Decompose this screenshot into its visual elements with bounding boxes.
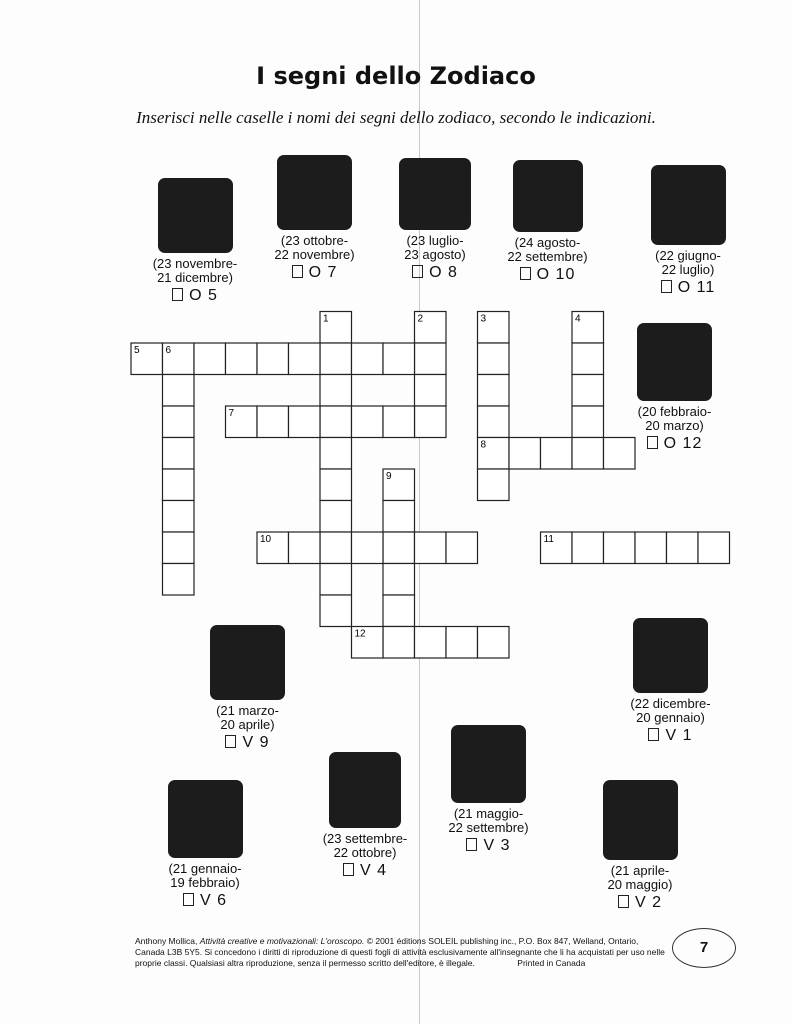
footer-book-title: Attività creative e motivazionali: L'oroscopo.: [199, 936, 365, 946]
crossword-cell[interactable]: [415, 532, 447, 564]
crossword-cell[interactable]: [289, 343, 321, 375]
sign-date-start: (21 marzo-: [216, 703, 279, 718]
crossword-cell[interactable]: [415, 627, 447, 659]
clue-number: 11: [543, 534, 554, 545]
crossword-cell[interactable]: [478, 375, 510, 407]
footer-credits: [135, 936, 670, 969]
crossword-cell[interactable]: [383, 406, 415, 438]
clue-number: 1: [323, 313, 329, 325]
page-title: I segni dello Zodiaco: [256, 62, 536, 90]
crossword-cell[interactable]: [415, 375, 447, 407]
crossword-cell[interactable]: [163, 564, 195, 596]
instructions: Inserisci nelle caselle i nomi dei segni dello zodiaco, secondo le indicazioni.: [136, 108, 656, 127]
sign-date-start: (21 aprile-: [610, 863, 670, 878]
sign-date-start: (23 luglio-: [406, 233, 464, 248]
crossword-cell[interactable]: [289, 406, 321, 438]
crossword-cell[interactable]: [572, 438, 604, 470]
crossword-cell[interactable]: [383, 627, 415, 659]
clue-reference: V 4: [359, 862, 387, 879]
crossword-cell[interactable]: [478, 627, 510, 659]
crossword-cell[interactable]: [415, 343, 447, 375]
sign-date-start: (22 giugno-: [655, 248, 721, 263]
clue-reference: O 7: [308, 264, 338, 281]
clue-number: 8: [480, 439, 487, 451]
clue-reference: V 1: [665, 727, 693, 744]
clue-number: 10: [260, 534, 272, 545]
crossword-cell[interactable]: [352, 406, 384, 438]
sign-date-end: 22 ottobre): [333, 845, 397, 860]
crossword-cell[interactable]: [383, 564, 415, 596]
sign-date-start: (24 agosto-: [514, 235, 581, 250]
crossword-cell[interactable]: [320, 406, 352, 438]
clue-number: 12: [354, 628, 366, 640]
crossword-cell[interactable]: [163, 501, 195, 533]
crossword-cell[interactable]: [383, 595, 415, 627]
sign-date-start: (21 gennaio-: [168, 861, 242, 876]
crossword-cell[interactable]: [383, 343, 415, 375]
crossword-cell[interactable]: [509, 438, 541, 470]
sign-date-end: 23 agosto): [404, 247, 466, 262]
crossword-cell[interactable]: [415, 406, 447, 438]
crossword-cell[interactable]: [352, 343, 384, 375]
crossword-cell[interactable]: [698, 532, 730, 564]
clue-reference: V 3: [483, 837, 511, 854]
crossword-cell[interactable]: [541, 438, 573, 470]
sign-date-start: (20 febbraio-: [637, 404, 712, 419]
crossword-cell[interactable]: [320, 469, 352, 501]
clue-number: 7: [228, 408, 235, 419]
clue-reference: V 2: [634, 894, 662, 911]
clue-reference: O 12: [663, 435, 703, 452]
crossword-cell[interactable]: [320, 438, 352, 470]
footer-author: Anthony Mollica,: [135, 936, 200, 946]
crossword-cell[interactable]: [320, 375, 352, 407]
sign-date-start: (21 maggio-: [453, 806, 524, 821]
sign-date-end: 20 aprile): [220, 717, 275, 732]
crossword-cell[interactable]: [446, 627, 478, 659]
crossword-cell[interactable]: [320, 595, 352, 627]
sign-date-end: 22 luglio): [661, 262, 715, 277]
crossword-cell[interactable]: [163, 469, 195, 501]
sign-date-start: (23 novembre-: [152, 256, 238, 271]
clue-number: 3: [480, 313, 487, 325]
sign-date-end: 19 febbraio): [170, 875, 240, 890]
page-number: 7: [672, 928, 736, 968]
crossword-cell[interactable]: [572, 343, 604, 375]
clue-reference: O 11: [677, 279, 716, 296]
crossword-cell[interactable]: [446, 532, 478, 564]
crossword-cell[interactable]: [320, 532, 352, 564]
clue-reference: O 10: [536, 266, 576, 283]
clue-number: 4: [575, 313, 581, 325]
crossword-cell[interactable]: [163, 406, 195, 438]
sign-date-end: 20 gennaio): [636, 710, 705, 725]
crossword-cell[interactable]: [604, 532, 636, 564]
sign-date-end: 20 marzo): [645, 418, 704, 433]
crossword-cell[interactable]: [320, 501, 352, 533]
clue-number: 2: [417, 313, 424, 325]
crossword-cell[interactable]: [320, 343, 352, 375]
crossword-cell[interactable]: [226, 343, 258, 375]
clue-reference: V 6: [199, 892, 227, 909]
crossword-cell[interactable]: [635, 532, 667, 564]
crossword-cell[interactable]: [478, 406, 510, 438]
sign-date-start: (23 settembre-: [322, 831, 408, 846]
crossword-cell[interactable]: [478, 343, 510, 375]
crossword-cell[interactable]: [257, 406, 289, 438]
crossword-cell[interactable]: [289, 532, 321, 564]
clue-number: 9: [386, 471, 392, 482]
sign-date-end: 22 novembre): [274, 247, 355, 262]
crossword-cell[interactable]: [163, 375, 195, 407]
crossword-cell[interactable]: [667, 532, 699, 564]
sign-date-start: (22 dicembre-: [630, 696, 711, 711]
clue-reference: O 8: [429, 264, 458, 281]
crossword-cell[interactable]: [163, 438, 195, 470]
sign-date-end: 21 dicembre): [157, 270, 233, 285]
sign-date-start: (23 ottobre-: [280, 233, 349, 248]
sign-date-end: 22 settembre): [448, 820, 529, 835]
crossword-cell[interactable]: [572, 375, 604, 407]
crossword-cell[interactable]: [194, 343, 226, 375]
clue-reference: O 5: [189, 287, 218, 304]
crossword-cell[interactable]: [478, 469, 510, 501]
crossword-cell[interactable]: [572, 406, 604, 438]
sign-date-end: 22 settembre): [507, 249, 588, 264]
crossword-cell[interactable]: [383, 501, 415, 533]
footer-copyright: © 2001 éditions SOLEIL publishing inc., P.O. Box 847, Welland, Ontario, Canada L3B 5Y5. Si concedono i diritti di riproduzione di questi fogli di attività esclusivamente all'insegnante che li ha acquistati per uso nelle proprie classi. Qualsiasi altra riproduzione, senza il permesso scritto dell'editore, è illegale.: [135, 936, 665, 968]
crossword-cell[interactable]: [572, 532, 604, 564]
crossword-cell[interactable]: [257, 343, 289, 375]
crossword-cell[interactable]: [352, 532, 384, 564]
crossword-cell[interactable]: [604, 438, 636, 470]
sign-date-end: 20 maggio): [607, 877, 673, 892]
crossword-cell[interactable]: [163, 532, 195, 564]
clue-number: 5: [134, 345, 140, 356]
clue-reference: V 9: [242, 734, 270, 751]
crossword-cell[interactable]: [320, 564, 352, 596]
crossword-cell[interactable]: [383, 532, 415, 564]
footer-printed: Printed in Canada: [517, 958, 586, 968]
clue-number: 6: [165, 345, 172, 356]
